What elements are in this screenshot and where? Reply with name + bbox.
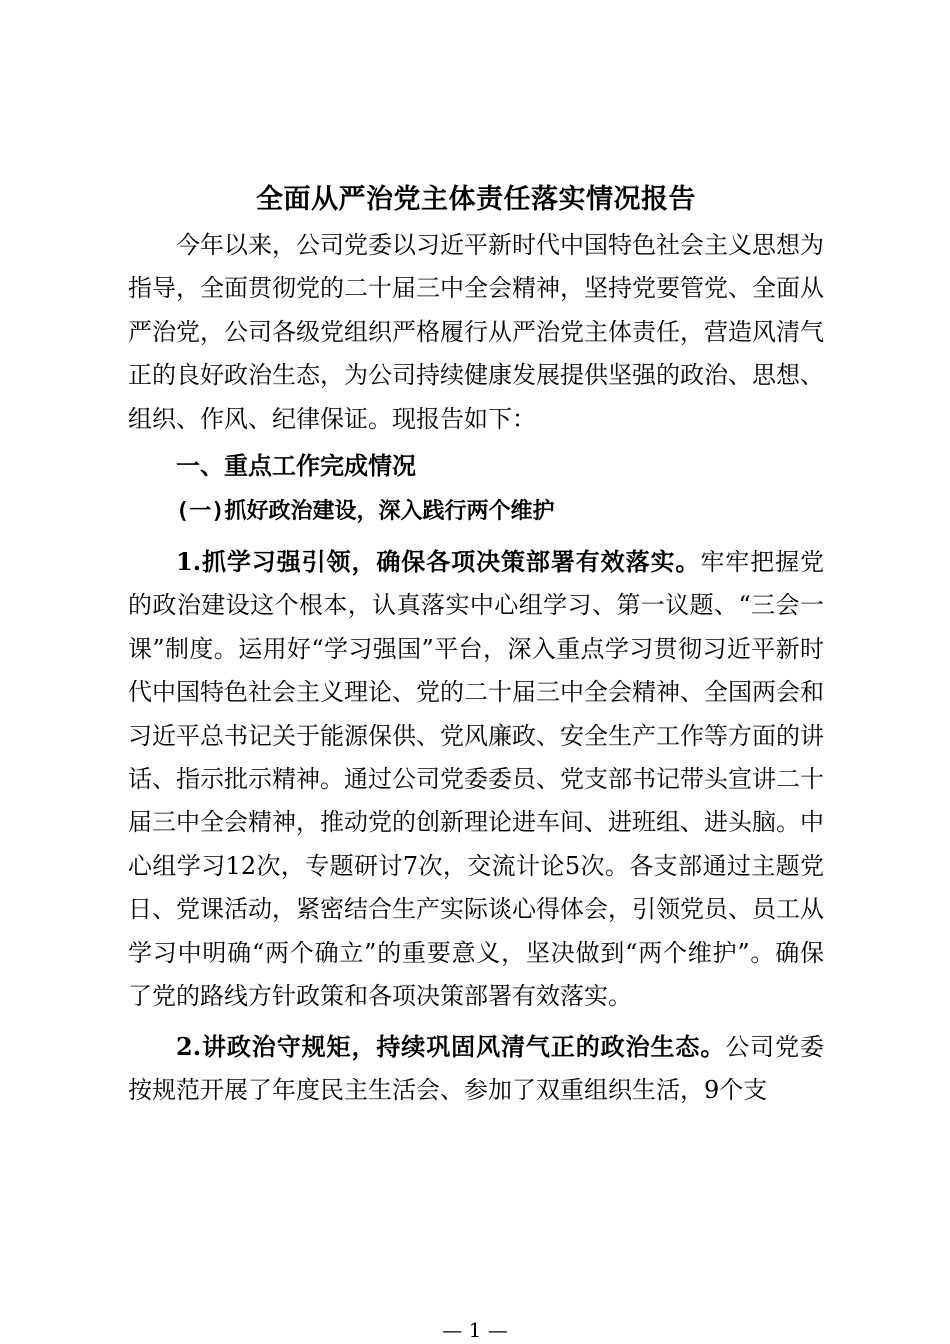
item-1-text: 牢牢把握党的政治建设这个根本，认真落实中心组学习、第一议题、“三会一课”制度。运用好“学习强国”平台，深入重点学习贯彻习近平新时代中国特色社会主义理论、党的二十届三中全会精神、全国两会和习近平总书记关于能源保供、党风廉政、安全生产工作等方面的讲话、指示批示精神。通过公司党委委员、党支部书记带头宣讲二十届三中全会精神，推动党的创新理论进车间、进班组、进头脑。中心组学习12次，专题研讨7次，交流计论5次。各支部通过主题党日、党课活动，紧密结合生产实际谈心得体会，引领党员、员工从学习中明确“两个确立”的重要意义，坚决做到“两个维护”。确保了党的路线方针政策和各项决策部署有效落实。 (128, 548, 824, 1011)
item-2-lead: 2.讲政治守规矩，持续巩固风清气正的政治生态。 (176, 1031, 726, 1061)
item-1-paragraph (128, 540, 824, 1018)
document-title: 全面从严治党主体责任落实情况报告 (256, 184, 696, 215)
intro-paragraph: 今年以来，公司党委以习近平新时代中国特色社会主义思想为指导，全面贯彻党的二十届三中全会精神，坚持党要管党、全面从严治党，公司各级党组织严格履行从严治党主体责任，营造风清气正的良好政治生态，为公司持续健康发展提供坚强的政治、思想、组织、作风、纪律保证。现报告如下： (128, 231, 824, 433)
subsection-heading: (一)抓好政治建设，深入践行两个维护 (176, 499, 555, 525)
document-body (128, 176, 824, 1112)
page-number: — 1 — (442, 1318, 508, 1342)
item-2-text: 公司党委按规范开展了年度民主生活会、参加了双重组织生活，9个支 (128, 1032, 825, 1104)
item-1-lead: 1.抓学习强引领，确保各项决策部署有效落实。 (176, 547, 701, 577)
item-2-paragraph (128, 1025, 824, 1113)
section-heading: 一、重点工作完成情况 (176, 451, 416, 481)
